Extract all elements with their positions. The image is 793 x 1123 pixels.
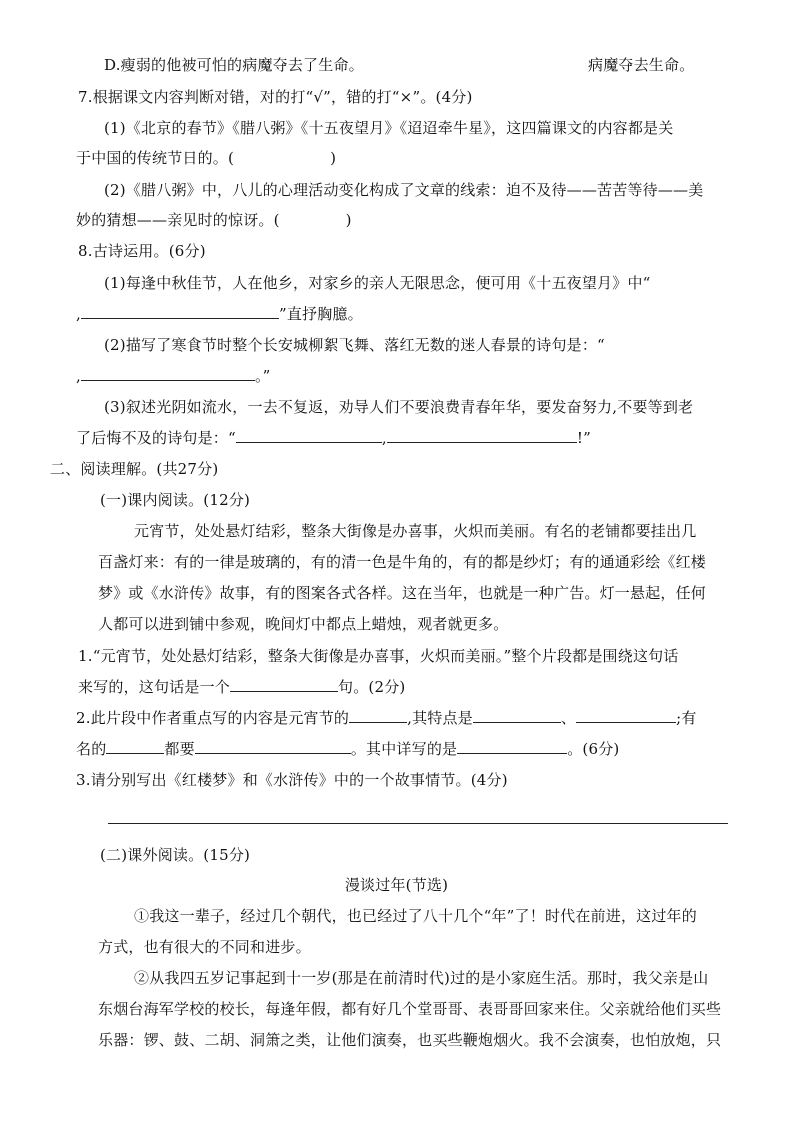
- q8-item1-blank[interactable]: [81, 304, 279, 319]
- q7-item1-line2: [76, 148, 336, 168]
- r1-line2: [78, 677, 405, 697]
- r2-blank-2[interactable]: [473, 708, 561, 723]
- passage-line-4: 人都可以进到铺中参观，晚间灯中都点上蜡烛，观者就更多。: [98, 615, 509, 633]
- part1-title: (一)课内阅读。(12分): [100, 491, 251, 509]
- passage-line-3: 梦》或《水浒传》故事，有的图案各式各样。这在当年，也就是一种广告。灯一悬起，任何: [98, 584, 707, 602]
- q8-item2-blank[interactable]: [81, 366, 255, 381]
- q8-item2-comma: ,: [76, 367, 81, 385]
- r2-text-f: 都要: [164, 740, 195, 758]
- r1-line1: 1.“元宵节，处处悬灯结彩，整条大街像是办喜事，火炽而美丽。”整个片段都是围绕这句话: [78, 647, 679, 665]
- r3-answer-line[interactable]: [108, 823, 728, 824]
- passage-line-2: 百盏灯来：有的一律是玻璃的，有的清一色是牛角的，有的都是纱灯；有的通通彩绘《红楼: [98, 553, 707, 571]
- q8-item3-blank-2[interactable]: [387, 428, 577, 443]
- article-p1-line1: ①我这一辈子，经过几个朝代，也已经过了八十几个“年”了！时代在前进，这过年的: [134, 907, 697, 925]
- q8-item1-line1: (1)每逢中秋佳节，人在他乡，对家乡的亲人无限思念，便可用《十五夜望月》中“: [104, 274, 651, 292]
- r2-blank-3[interactable]: [576, 708, 676, 723]
- r2-text-d: ;有: [676, 709, 697, 727]
- r2-blank-5[interactable]: [195, 739, 351, 754]
- r2-line2: [76, 739, 619, 759]
- part2-title: (二)课外阅读。(15分): [100, 846, 251, 864]
- r3-question: 3.请分别写出《红楼梦》和《水浒传》中的一个故事情节。(4分): [76, 771, 508, 789]
- q8-item1-tail: ”直抒胸臆。: [278, 305, 363, 323]
- r2-text-h: 。(6分): [567, 740, 620, 758]
- r2-line1: [76, 708, 697, 728]
- option-d-text: D.瘦弱的他被可怕的病魔夺去了生命。: [104, 56, 364, 74]
- q7-item1-close-paren: ): [330, 149, 337, 167]
- r1-tail: 句。(2分): [338, 678, 406, 696]
- passage-line-1: 元宵节，处处悬灯结彩，整条大街像是办喜事，火炽而美丽。有名的老铺都要挂出几: [134, 522, 697, 540]
- article-title: 漫谈过年(节选): [344, 876, 449, 894]
- q8-item1-line2: [76, 304, 363, 324]
- q8-item3-blank-1[interactable]: [236, 428, 382, 443]
- r2-text-b: ,其特点是: [407, 709, 473, 727]
- r1-text: 来写的，这句话是一个: [78, 678, 231, 696]
- q7-item2-line2: [76, 210, 352, 230]
- q7-item2-text: 妙的猜想——亲见时的惊讶。(: [76, 211, 280, 229]
- q8-item2-tail: 。”: [254, 367, 271, 385]
- q7-item2-line1: (2)《腊八粥》中，八儿的心理活动变化构成了文章的线索：迫不及待——苦苦等待——美: [104, 181, 704, 199]
- article-p2-line3: 乐器：锣、鼓、二胡、洞箫之类，让他们演奏，也买些鞭炮烟火。我不会演奏，也怕放炮，只: [98, 1031, 722, 1049]
- q8-item3-line2: [76, 428, 591, 448]
- r2-blank-1[interactable]: [349, 708, 407, 723]
- article-p2-line1: ②从我四五岁记事起到十一岁(那是在前清时代)过的是小家庭生活。那时，我父亲是山: [134, 969, 709, 987]
- r2-blank-4[interactable]: [106, 739, 164, 754]
- q7-title: 7.根据课文内容判断对错，对的打“√”，错的打“×”。(4分): [78, 88, 473, 106]
- r2-blank-6[interactable]: [457, 739, 567, 754]
- q8-item2-line2: [76, 366, 271, 386]
- q7-item1-line1: (1)《北京的春节》《腊八粥》《十五夜望月》《迢迢牵牛星》，这四篇课文的内容都是关: [104, 119, 674, 137]
- r1-blank[interactable]: [230, 677, 338, 692]
- q8-title: 8.古诗运用。(6分): [78, 242, 206, 260]
- q8-item3-comma: ,: [381, 429, 387, 447]
- article-p1-line2: 方式，也有很大的不同和进步。: [98, 938, 311, 956]
- q8-item1-comma: ,: [76, 305, 81, 323]
- q7-item1-text: 于中国的传统节日的。(: [76, 149, 235, 167]
- option-d-right-text: 病魔夺去生命。: [588, 56, 695, 74]
- q8-item2-line1: (2)描写了寒食节时整个长安城柳絮飞舞、落红无数的迷人春景的诗句是：“: [104, 336, 605, 354]
- section2-title: 二、阅读理解。(共27分): [50, 460, 219, 478]
- q8-item3-line1: (3)叙述光阴如流水，一去不复返，劝导人们不要浪费青春年华，要发奋努力,不要等到老: [104, 398, 694, 416]
- r2-text-a: 2.此片段中作者重点写的内容是元宵节的: [76, 709, 350, 727]
- q7-item2-close-paren: ): [345, 211, 352, 229]
- article-p2-line2: 东烟台海军学校的校长，每逢年假，都有好几个堂哥哥、表哥哥回家来住。父亲就给他们买些: [98, 1000, 722, 1018]
- q8-item3-tail: !”: [576, 429, 591, 447]
- r2-text-e: 名的: [76, 740, 107, 758]
- q8-item3-text: 了后悔不及的诗句是：“: [76, 429, 236, 447]
- r2-text-g: 。其中详写的是: [350, 740, 458, 758]
- r2-text-c: 、: [560, 709, 577, 727]
